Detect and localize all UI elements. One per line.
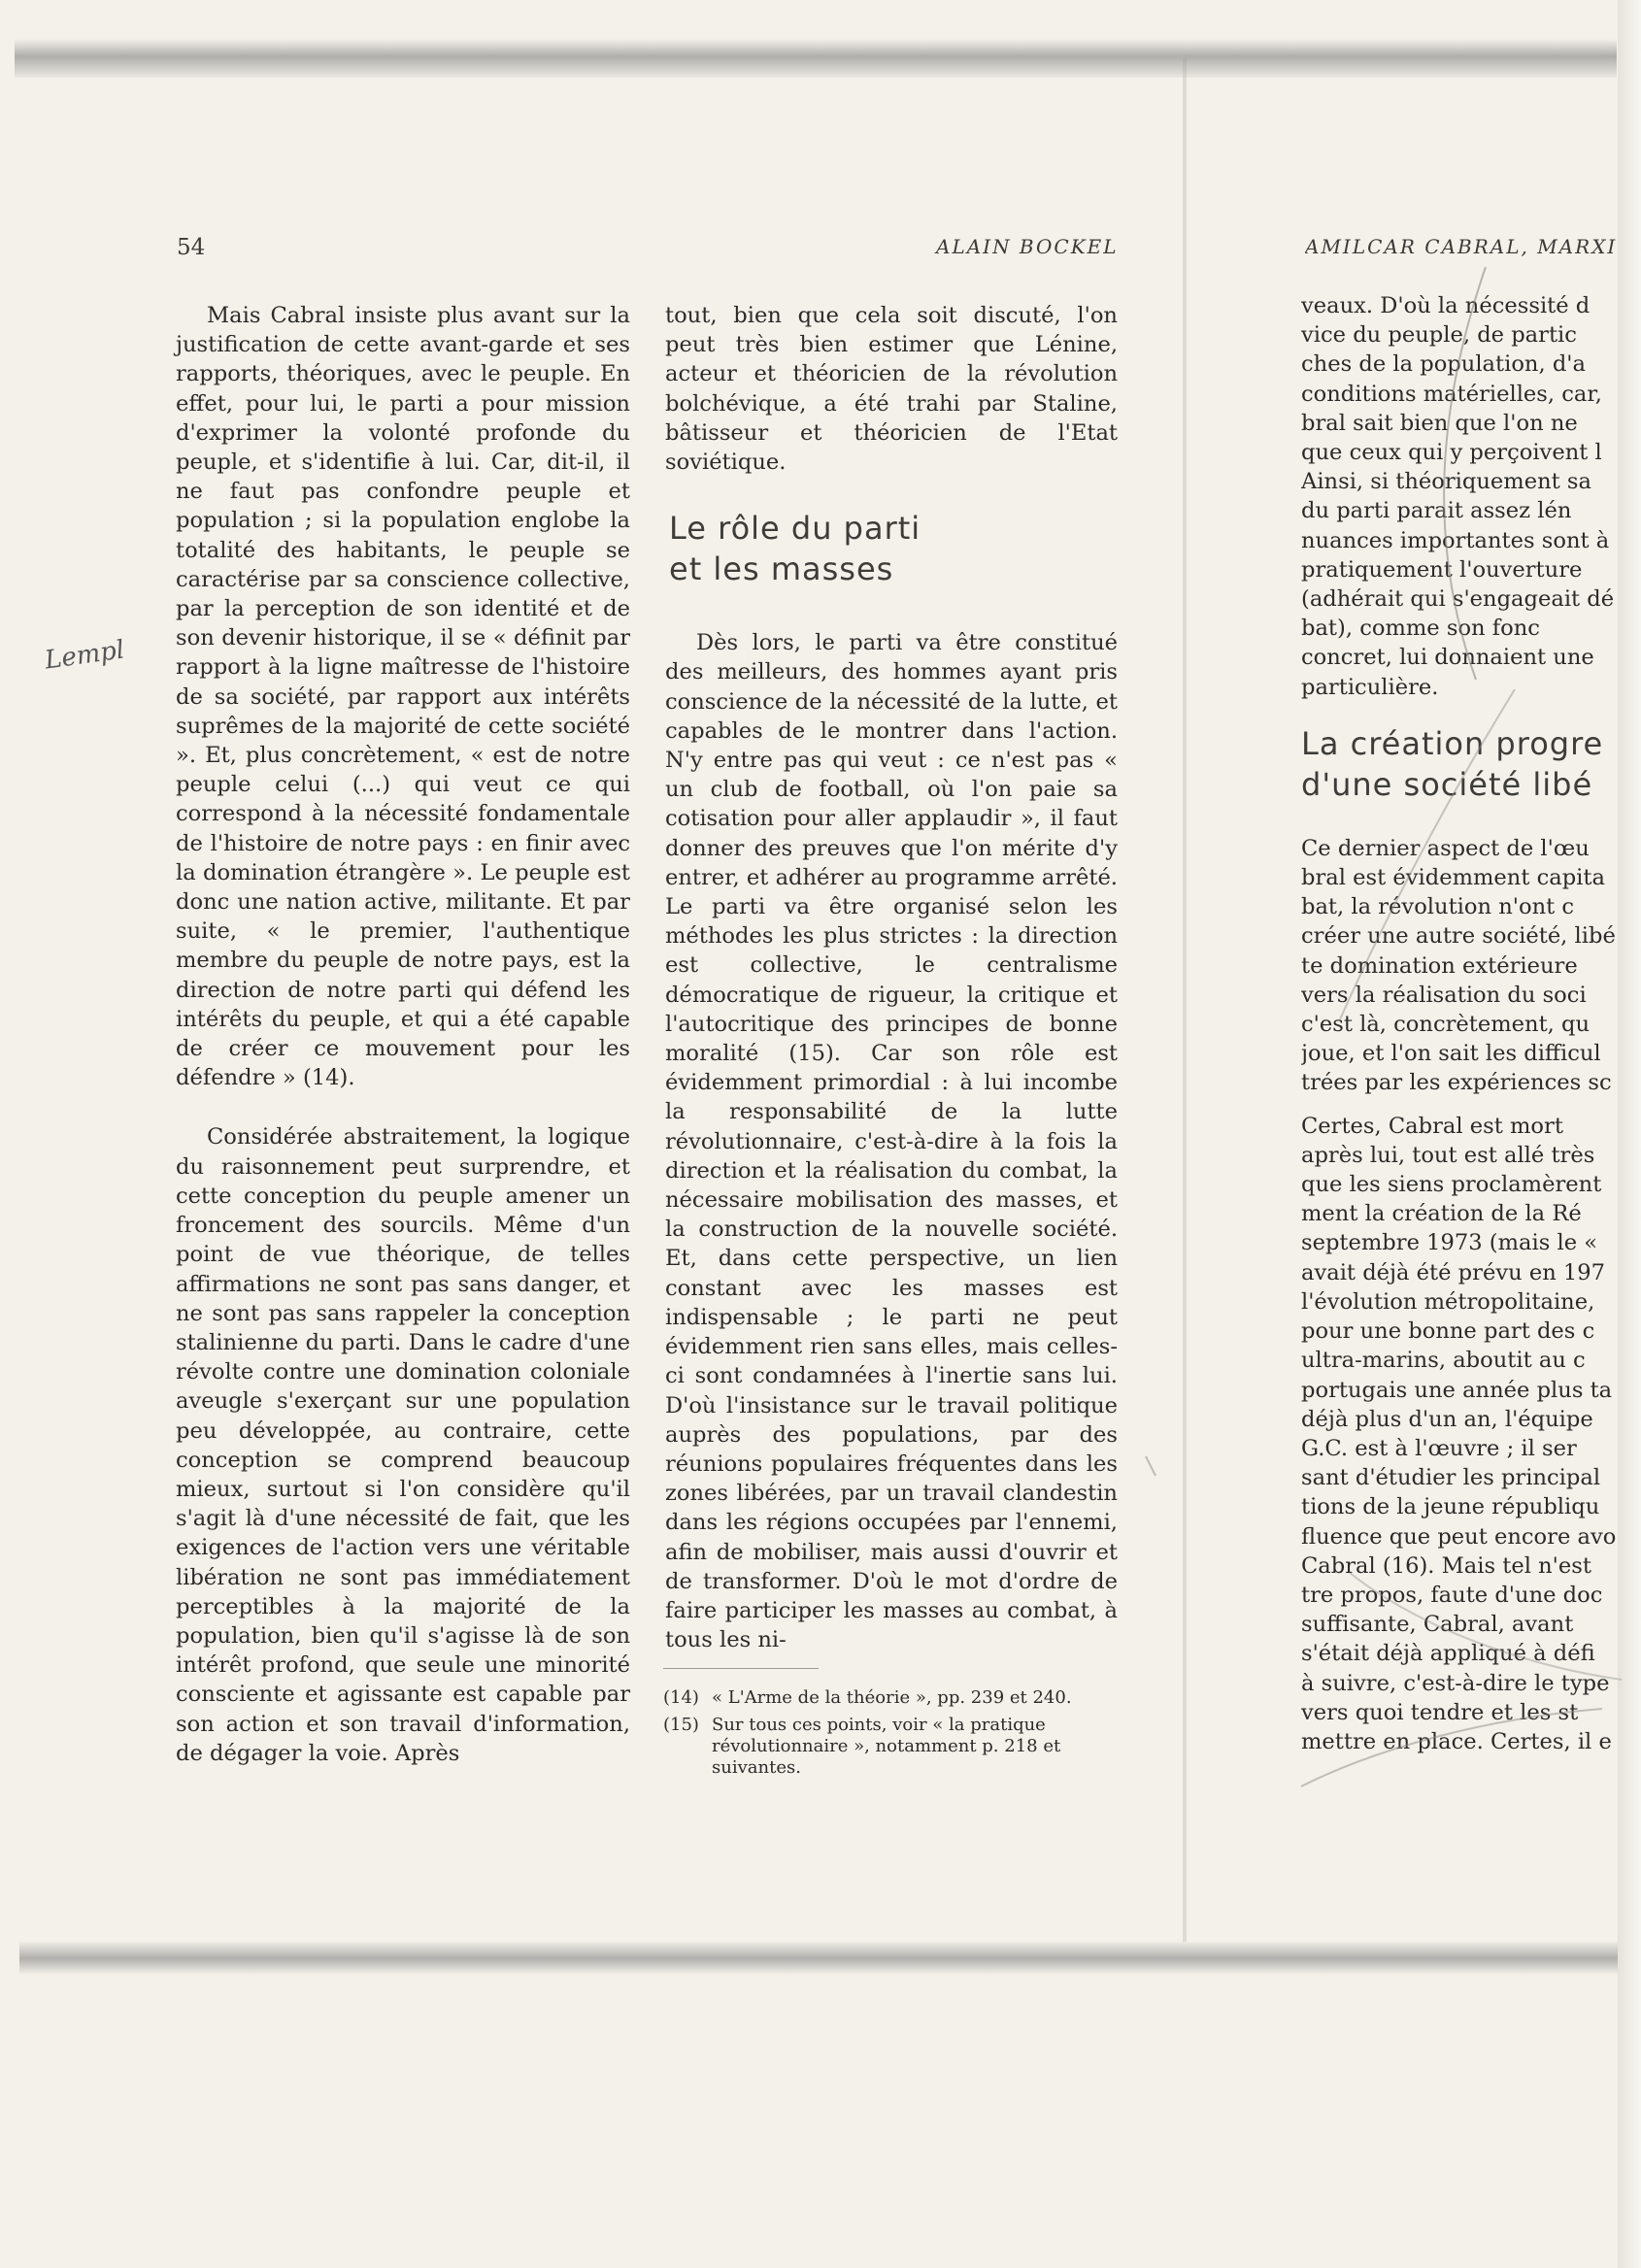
text-line: septembre 1973 (mais le «: [1301, 1230, 1598, 1256]
text-line: (adhérait qui s'engageait dé: [1301, 586, 1615, 613]
text-line: bat), comme son fonc: [1301, 616, 1540, 642]
paragraph: Dès lors, le parti va être constitué des meilleurs, des hommes ayant pris conscience de la nécessité de la lutte, et capables de le montrer dans l'action. N'y entre pas qui veut : ce n'est pas « un club de football, où l'on paie sa cotisation pour aller applaudir », il faut donner des preuves que l'on mérite d'y entrer, et adhérer au programme arrêté. Le parti va être organisé selon les méthodes les plus strictes : la direction est collective, le centralisme démocratique de rigueur, la critique et l'autocritique des principes de bonne moralité (15). Car son rôle est évidemment primordial : à lui incombe la responsabilité de la lutte révolutionnaire, c'est-à-dire à la fois la direction et la réalisation du combat, la nécessaire mobilisation des masses, et la construction de la nouvelle société. Et, dans cette perspective, un lien constant avec les masses est indispensable ; le parti ne peut évidemment rien sans elles, mais celles-ci sont condamnées à l'inertie sans lui. D'où l'insistance sur le travail politique auprès des populations, par des réunions populaires fréquentes dans les zones libérées, par un travail clandestin dans les régions occupées par l'ennemi, afin de mobiliser, mais aussi d'ouvrir et de transformer. D'où le mot d'ordre de faire participer les masses au combat, à tous les ni-: [665, 630, 1118, 1653]
text-line: suffisante, Cabral, avant: [1301, 1612, 1574, 1638]
text-line: portugais une année plus ta: [1301, 1377, 1613, 1403]
text-line: tions de la jeune républiqu: [1301, 1494, 1600, 1520]
text-line: mettre en place. Certes, il e: [1301, 1728, 1612, 1754]
text-line: conditions matérielles, car,: [1301, 381, 1602, 407]
section-heading: Le rôle du parti et les masses: [669, 510, 921, 588]
text-line: trées par les expériences sc: [1301, 1070, 1612, 1096]
text-line: s'était déjà appliqué à défi: [1301, 1641, 1595, 1667]
text-line: ment la création de la Ré: [1301, 1201, 1582, 1227]
text-line: que ceux qui y perçoivent l: [1301, 440, 1602, 466]
text-line: bral sait bien que l'on ne: [1301, 410, 1578, 436]
text-line: ches de la population, d'a: [1301, 351, 1586, 378]
text-line: Cabral (16). Mais tel n'est: [1301, 1552, 1591, 1579]
text-line: que les siens proclamèrent: [1301, 1172, 1602, 1198]
paragraph: Considérée abstraitement, la logique du raisonnement peut surprendre, et cette conception du peuple amener un froncement des sourcils. Même d'un point de vue théorique, de telles affirmations ne sont pas sans danger, et ne sont pas sans rappeler la conception stalinienne du parti. Dans le cadre d'une révolte contre une domination coloniale aveugle s'exerçant sur une population peu développée, au contraire, cette conception se comprend beaucoup mieux, surtout si l'on considère qu'il s'agit là d'une nécessité de fait, que les exigences de l'action vers une véritable libération ne sont pas immédiatement perceptibles à la majorité de la population, bien qu'il s'agisse là de son intérêt profond, que seule une minorité consciente et agissante est capable par son action et son travail d'information, de dégager la voie. Après: [176, 1124, 630, 1766]
text-line: fluence que peut encore avo: [1301, 1523, 1617, 1550]
text-line: du parti parait assez lén: [1301, 498, 1572, 524]
text-line: bat, la révolution n'ont c: [1301, 894, 1575, 920]
footnote: (14) « L'Arme de la théorie », pp. 239 et 240.: [663, 1687, 1072, 1708]
text-line: G.C. est à l'œuvre ; il ser: [1301, 1435, 1577, 1461]
text-line: bral est évidemment capita: [1301, 865, 1605, 891]
text-line: te domination extérieure: [1301, 952, 1578, 979]
handwritten-margin-note: Lempl: [43, 635, 126, 676]
text-line: Ainsi, si théoriquement sa: [1301, 469, 1591, 495]
footnote: (15) Sur tous ces points, voir « la pratique révolutionnaire », notamment p. 218 et suivantes.: [663, 1715, 1061, 1778]
text-line: Ce dernier aspect de l'œu: [1301, 835, 1590, 861]
text-line: après lui, tout est allé très: [1301, 1142, 1595, 1168]
text-line: c'est là, concrètement, qu: [1301, 1012, 1591, 1038]
section-heading: La création progre d'une société libé: [1301, 724, 1604, 803]
running-head-right: AMILCAR CABRAL, MARXI: [1305, 235, 1618, 258]
text-line: vers la réalisation du soci: [1301, 982, 1587, 1008]
page-number: 54: [177, 235, 206, 260]
text-line: créer une autre société, libé: [1301, 923, 1616, 950]
text-line: vers quoi tendre et les st: [1301, 1699, 1579, 1725]
text-line: vice du peuple, de partic: [1301, 322, 1577, 349]
text-line: nuances importantes sont à: [1301, 527, 1610, 553]
text-line: ultra-marins, aboutit au c: [1301, 1348, 1586, 1374]
text-line: particulière.: [1301, 674, 1439, 700]
text-line: pratiquement l'ouverture: [1301, 556, 1583, 583]
paragraph: tout, bien que cela soit discuté, l'on peut très bien estimer que Lénine, acteur et théoricien de la révolution bolchévique, a été trahi par Staline, bâtisseur et théoricien de l'Etat soviétique.: [665, 303, 1118, 476]
text-line: veaux. D'où la nécessité d: [1301, 293, 1591, 318]
text-line: Certes, Cabral est mort: [1301, 1113, 1563, 1139]
text-line: concret, lui donnaient une: [1301, 645, 1594, 671]
paragraph: Mais Cabral insiste plus avant sur la justification de cette avant-garde et ses rapports, théoriques, avec le peuple. En effet, pour lui, le parti a pour mission d'exprimer la volonté profonde du peuple, et s'identifie à lui. Car, dit-il, il ne faut pas confondre peuple et population ; si la population englobe la totalité des habitants, le peuple se caractérise par sa conscience collective, par la perception de son identité et de son devenir historique, il se « définit par rapport à la ligne maîtresse de l'histoire de sa société, par rapport aux intérêts suprêmes de la majorité de cette société ». Et, plus concrètement, « est de notre peuple celui (...) qui veut ce qui correspond à la nécessité fondamentale de l'histoire de notre pays : en finir avec la domination étrangère ». Le peuple est donc une nation active, militante. Et par suite, « le premier, l'authentique membre du peuple de notre pays, est la direction de notre parti qui défend les intérêts du peuple, et qui a été capable de créer ce mouvement pour les défendre » (14).: [176, 303, 630, 1091]
text-line: l'évolution métropolitaine,: [1301, 1288, 1595, 1315]
text-line: déjà plus d'un an, l'équipe: [1301, 1406, 1593, 1432]
text-line: sant d'étudier les principal: [1301, 1465, 1601, 1491]
text-line: joue, et l'on sait les difficul: [1301, 1041, 1601, 1067]
text-line: à suivre, c'est-à-dire le type: [1301, 1670, 1610, 1696]
text-line: tre propos, faute d'une doc: [1301, 1582, 1603, 1608]
running-head-author: ALAIN BOCKEL: [936, 235, 1119, 258]
text-line: pour une bonne part des c: [1301, 1318, 1595, 1345]
text-line: avait déjà été prévu en 197: [1301, 1259, 1606, 1285]
